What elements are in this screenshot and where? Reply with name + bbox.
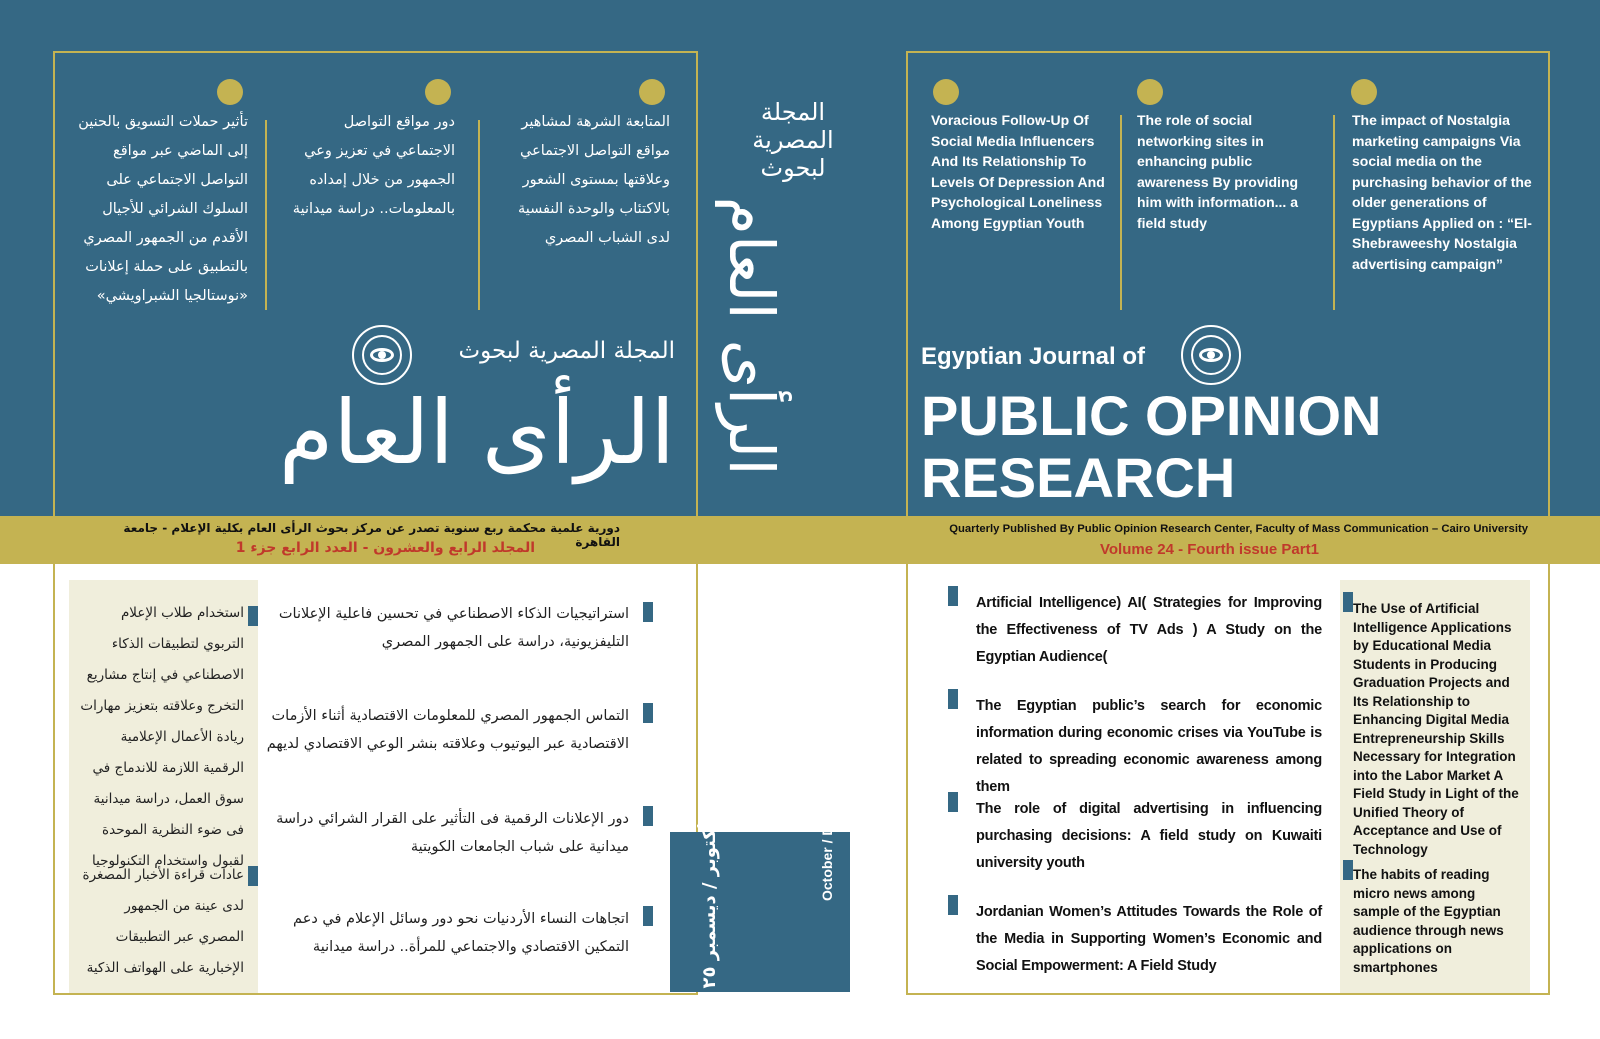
square-bullet-icon <box>643 602 653 622</box>
front-toc-item-2: The Egyptian public’s search for economic information during economic crises via YouTube is related to spreading economic awareness among them <box>976 698 1322 795</box>
teaser-separator <box>1333 115 1335 310</box>
back-teaser-1: تأثير حملات التسويق بالحنين إلى الماضي عبر مواقع التواصل الاجتماعي على السلوك الشرائي للأجيال الأقدم من الجمهور المصري بالتطبيق على حملة إعلانات «نوستالجيا الشبراويشي» <box>78 114 248 304</box>
spine-date-ar: أكتوبر / ديسمبر ٢٠٢٥ <box>699 823 720 1011</box>
square-bullet-icon <box>643 906 653 926</box>
square-bullet-icon <box>1343 860 1353 880</box>
back-toc-item-1: استراتيجيات الذكاء الاصطناعي في تحسين فاعلية الإعلانات التليفزيونية، دراسة على الجمهور المصري <box>278 606 629 650</box>
spine-subtitle-line2: المصرية <box>752 126 834 154</box>
back-title: الرأى العام <box>278 381 675 484</box>
front-toc-item-1: Artificial Intelligence) AI( Strategies for Improving the Effectiveness of TV Ads ) A Study on the Egyptian Audience( <box>976 595 1322 665</box>
spine-date-en-text: October / December 2025 <box>819 732 835 901</box>
spine-subtitle-line1: المجلة <box>760 98 826 126</box>
front-title-line1: PUBLIC OPINION <box>921 384 1382 447</box>
gold-dot-icon <box>1351 79 1377 105</box>
back-toc-item-3: دور الإعلانات الرقمية فى التأثير على القرار الشرائي دراسة ميدانية على شباب الجامعات الكويتية <box>276 811 629 855</box>
gold-dot-icon <box>1137 79 1163 105</box>
back-side-item-2: عادات قراءة الأخبار المصغرة لدى عينة من الجمهور المصري عبر التطبيقات الإخبارية على الهواتف الذكية <box>82 867 244 976</box>
square-bullet-icon <box>948 792 958 812</box>
back-toc-item-4: اتجاهات النساء الأردنيات نحو دور وسائل الإعلام في دعم التمكين الاقتصادي والاجتماعي للمرأة.. دراسة ميدانية <box>293 911 629 955</box>
gold-dot-icon <box>217 79 243 105</box>
back-side-item-1: استخدام طلاب الإعلام التربوي لتطبيقات الذكاء الاصطناعي في إنتاج مشاريع التخرج وعلاقته بتعزيز مهارات ريادة الأعمال الإعلامية الرقمية اللازمة للاندماج في سوق العمل، دراسة ميدانية فى ضوء النظرية الموحدة لقبول واستخدام التكنولوجيا <box>80 605 244 869</box>
front-teaser-2: The role of social networking sites in enhancing public awareness By providing him with information... a field study <box>1137 112 1299 231</box>
front-teaser-3: The impact of Nostalgia marketing campaigns Via social media on the purchasing behavior of the older generations of Egyptians Applied on : “El-Shebraweeshy Nostalgia advertising campaign” <box>1352 112 1532 272</box>
eye-seal-logo-icon <box>1181 325 1241 385</box>
back-toc-item-2: التماس الجمهور المصري للمعلومات الاقتصادية أثناء الأزمات الاقتصادية عبر اليوتيوب وعلاقته بنشر الوعي الاقتصادي لديهم <box>266 708 629 752</box>
gold-dot-icon <box>933 79 959 105</box>
teaser-separator <box>265 120 267 310</box>
spine-title: الرأى العام <box>715 196 788 476</box>
square-bullet-icon <box>948 689 958 709</box>
back-band-line2: المجلد الرابع والعشرون - العدد الرابع جزء 1 <box>235 540 535 556</box>
front-teaser-1: Voracious Follow-Up Of Social Media Influencers And Its Relationship To Levels Of Depression And Psychological Loneliness Among Egyptian Youth <box>931 112 1105 231</box>
front-toc-item-3: The role of digital advertising in influencing purchasing decisions: A field study on Kuwaiti university youth <box>976 801 1322 871</box>
square-bullet-icon <box>248 866 258 886</box>
front-subtitle: Egyptian Journal of <box>921 343 1146 370</box>
front-band-line2: Volume 24 - Fourth issue Part1 <box>1100 541 1319 558</box>
square-bullet-icon <box>1343 592 1353 612</box>
square-bullet-icon <box>948 895 958 915</box>
back-teaser-3: المتابعة الشرهة لمشاهير مواقع التواصل الاجتماعي وعلاقتها بمستوى الشعور بالاكتئاب والوحدة النفسية لدى الشباب المصري <box>517 114 670 246</box>
front-side-item-2: The habits of reading micro news among sample of the Egyptian audience through news applications on smartphones <box>1353 867 1504 975</box>
front-title <box>921 385 1381 509</box>
eye-seal-logo-icon <box>352 325 412 385</box>
teaser-separator <box>1120 115 1122 310</box>
back-subtitle: المجلة المصرية لبحوث <box>458 338 675 364</box>
square-bullet-icon <box>643 703 653 723</box>
square-bullet-icon <box>643 806 653 826</box>
gold-dot-icon <box>425 79 451 105</box>
spine-date-en <box>815 715 839 901</box>
front-side-item-1: The Use of Artificial Intelligence Applications by Educational Media Students in Producing Graduation Projects and Its Relationship to Enhancing Digital Media Entrepreneurship Skills Necessary for Integration into the Labor Market A Field Study in Light of the Unified Theory of Acceptance and Use of Technology <box>1353 601 1519 857</box>
square-bullet-icon <box>248 606 258 626</box>
teaser-separator <box>478 120 480 310</box>
back-band-line1: دورية علمية محكمة ربع سنوية تصدر عن مركز بحوث الرأى العام بكلية الإعلام - جامعة القاهرة <box>123 521 620 549</box>
gold-dot-icon <box>639 79 665 105</box>
spine-subtitle-line3: لبحوث <box>760 154 826 182</box>
spine-subtitle <box>740 98 846 182</box>
front-toc-item-4: Jordanian Women’s Attitudes Towards the Role of the Media in Supporting Women’s Economic and Social Empowerment: A Field Study <box>976 904 1322 974</box>
back-teaser-2: دور مواقع التواصل الاجتماعي في تعزيز وعي الجمهور من خلال إمداده بالمعلومات.. دراسة ميدانية <box>292 114 455 217</box>
front-band-line1: Quarterly Published By Public Opinion Research Center, Faculty of Mass Communication – Cairo University <box>949 523 1528 535</box>
front-title-line2: RESEARCH <box>921 446 1236 509</box>
square-bullet-icon <box>948 586 958 606</box>
